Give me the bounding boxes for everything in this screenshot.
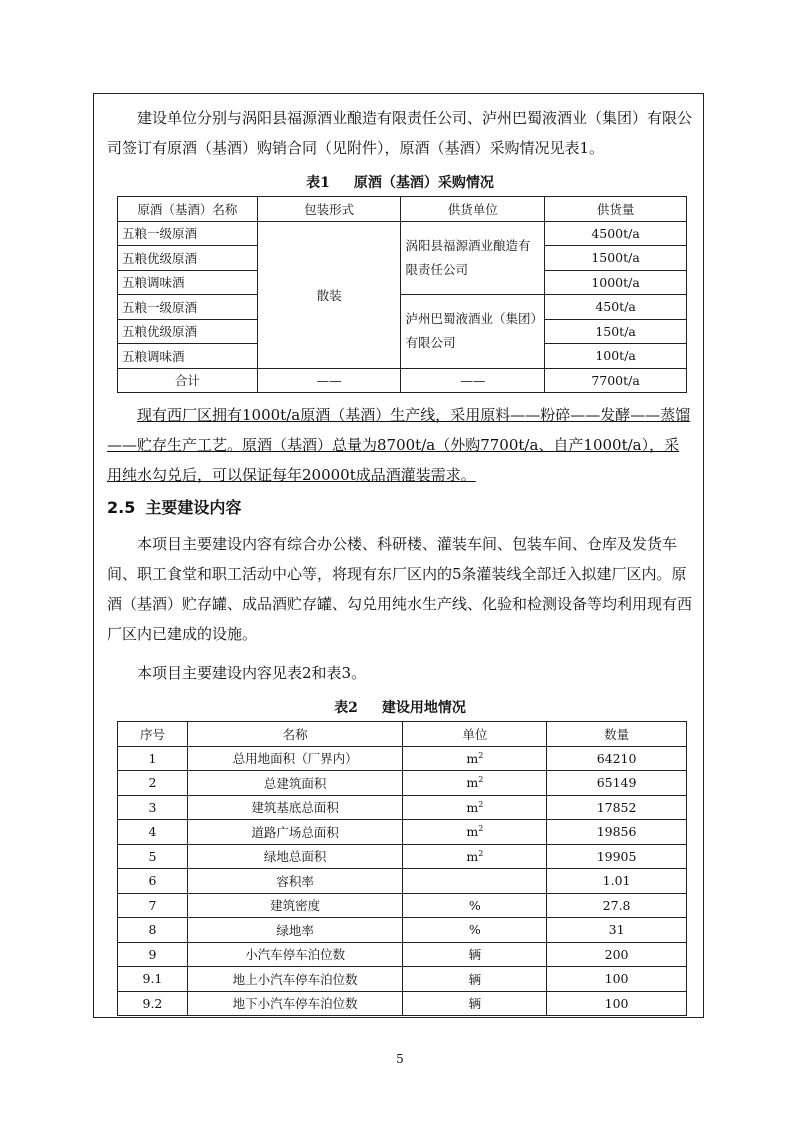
intro-paragraph: 建设单位分别与涡阳县福源酒业酿造有限责任公司、泸州巴蜀液酒业（集团）有限公司签订有原酒（基酒）购销合同（见附件），原酒（基酒）采购情况见表1。 [107,109,693,157]
table1-cell-name: 五粮一级原酒 [118,221,258,246]
table1-cell-qty: 450t/a [545,295,687,320]
table2-cell-unit [403,844,547,869]
table1-header-row [118,197,687,222]
section-number: 2.5 [107,498,136,517]
table2-caption [0,697,800,717]
table2-cell-unit: % [403,893,547,918]
table2-cell-name: 建筑密度 [187,893,403,918]
table2-header-value: 数量 [547,722,687,747]
unit-text: m [466,750,479,766]
table2-header-unit: 单位 [403,722,547,747]
table1-cell-packaging: 散装 [257,221,401,368]
table2-cell-no: 1 [118,746,188,771]
table-row [118,918,687,943]
table1-cell-qty: 1000t/a [545,270,687,295]
table2-cell-name: 道路广场总面积 [187,820,403,845]
table-row [118,820,687,845]
table1-cell-name: 五粮调味酒 [118,344,258,369]
table2-cell-unit [403,820,547,845]
reference-paragraph: 本项目主要建设内容见表2和表3。 [137,664,367,682]
table2-cell-name: 绿地总面积 [187,844,403,869]
table2-cell-value: 27.8 [547,893,687,918]
unit-superscript: 2 [478,799,484,809]
table1-total-supplier: —— [401,368,545,393]
table2-cell-name: 小汽车停车泊位数 [187,942,403,967]
unit-superscript: 2 [478,848,484,858]
table2-cell-unit: 辆 [403,991,547,1016]
table2-cell-unit: 辆 [403,967,547,992]
table2-cell-value: 100 [547,991,687,1016]
table2-header-row [118,722,687,747]
table2-cell-no: 8 [118,918,188,943]
table-row [118,893,687,918]
table-row [118,942,687,967]
table1-header-name: 原酒（基酒）名称 [118,197,258,222]
table1-total-packaging: —— [257,368,401,393]
table2-number: 表2 [334,700,358,716]
table1-raw-liquor-purchase [117,196,687,393]
table1-cell-name: 五粮优级原酒 [118,319,258,344]
table1-cell-qty: 100t/a [545,344,687,369]
table2-cell-unit: 辆 [403,942,547,967]
table1-total-label: 合计 [118,368,258,393]
unit-text: m [466,824,479,840]
table-row [118,795,687,820]
table2-cell-no: 9 [118,942,188,967]
table-row [118,844,687,869]
table1-cell-name: 五粮调味酒 [118,270,258,295]
table2-header-name: 名称 [187,722,403,747]
table2-cell-no: 6 [118,869,188,894]
table2-cell-name: 地上小汽车停车泊位数 [187,967,403,992]
unit-text: m [466,848,479,864]
table2-cell-unit [403,771,547,796]
table2-cell-value: 17852 [547,795,687,820]
table2-title: 建设用地情况 [381,700,466,716]
production-paragraph: 现有西厂区拥有1000t/a原酒（基酒）生产线，采用原料——粉碎——发酵——蒸馏——贮存生产工艺。原酒（基酒）总量为8700t/a（外购7700t/a、自产1000t/a），采用纯水勾兑后，可以保证每年20000t成品酒灌装需求。 [107,406,691,484]
table2-land-use [117,721,687,1016]
table1-cell-qty: 150t/a [545,319,687,344]
unit-superscript: 2 [478,824,484,834]
table2-cell-value: 31 [547,918,687,943]
table1-total-row [118,368,687,393]
table-row [118,746,687,771]
unit-text: m [466,799,479,815]
table2-cell-unit [403,795,547,820]
table2-cell-value: 100 [547,967,687,992]
table2-cell-value: 65149 [547,771,687,796]
table1-header-supplier: 供货单位 [401,197,545,222]
table1-cell-name: 五粮一级原酒 [118,295,258,320]
unit-text: m [466,775,479,791]
table2-cell-name: 绿地率 [187,918,403,943]
table2-cell-no: 9.1 [118,967,188,992]
table-row [118,967,687,992]
section-title: 主要建设内容 [145,498,242,517]
page-number: 5 [396,1052,404,1066]
table2-cell-no: 2 [118,771,188,796]
table2-cell-unit [403,746,547,771]
table2-cell-name: 地下小汽车停车泊位数 [187,991,403,1016]
table2-cell-unit: % [403,918,547,943]
unit-superscript: 2 [478,750,484,760]
table2-cell-no: 9.2 [118,991,188,1016]
table2-cell-value: 19905 [547,844,687,869]
table2-cell-unit [403,869,547,894]
table1-title: 原酒（基酒）采购情况 [353,175,494,191]
table2-cell-value: 200 [547,942,687,967]
table2-cell-name: 容积率 [187,869,403,894]
table2-header-no: 序号 [118,722,188,747]
table-row [118,771,687,796]
table2-cell-no: 7 [118,893,188,918]
table1-header-quantity: 供货量 [545,197,687,222]
table2-cell-name: 建筑基底总面积 [187,795,403,820]
table2-cell-name: 总建筑面积 [187,771,403,796]
table2-cell-value: 64210 [547,746,687,771]
table-row [118,221,687,246]
table1-number: 表1 [306,175,330,191]
table1-cell-qty: 4500t/a [545,221,687,246]
table2-cell-value: 1.01 [547,869,687,894]
table1-cell-qty: 1500t/a [545,246,687,271]
table1-cell-supplier-a: 涡阳县福源酒业酿造有限责任公司 [401,221,545,295]
unit-superscript: 2 [478,775,484,785]
table2-cell-no: 5 [118,844,188,869]
table2-cell-name: 总用地面积（厂界内） [187,746,403,771]
table-row [118,869,687,894]
table1-cell-name: 五粮优级原酒 [118,246,258,271]
table2-cell-no: 3 [118,795,188,820]
table1-caption [0,172,800,192]
section-heading [107,495,251,518]
table-row [118,991,687,1016]
table2-cell-no: 4 [118,820,188,845]
table2-cell-value: 19856 [547,820,687,845]
table-row [118,295,687,320]
table1-cell-supplier-b: 泸州巴蜀液酒业（集团）有限公司 [401,295,545,369]
table1-header-packaging: 包装形式 [257,197,401,222]
table1-total-qty: 7700t/a [545,368,687,393]
construction-paragraph: 本项目主要建设内容有综合办公楼、科研楼、灌装车间、包装车间、仓库及发货车间、职工食堂和职工活动中心等，将现有东厂区内的5条灌装线全部迁入拟建厂区内。原酒（基酒）贮存罐、成品酒贮存罐、勾兑用纯水生产线、化验和检测设备等均利用现有西厂区内已建成的设施。 [107,535,693,643]
